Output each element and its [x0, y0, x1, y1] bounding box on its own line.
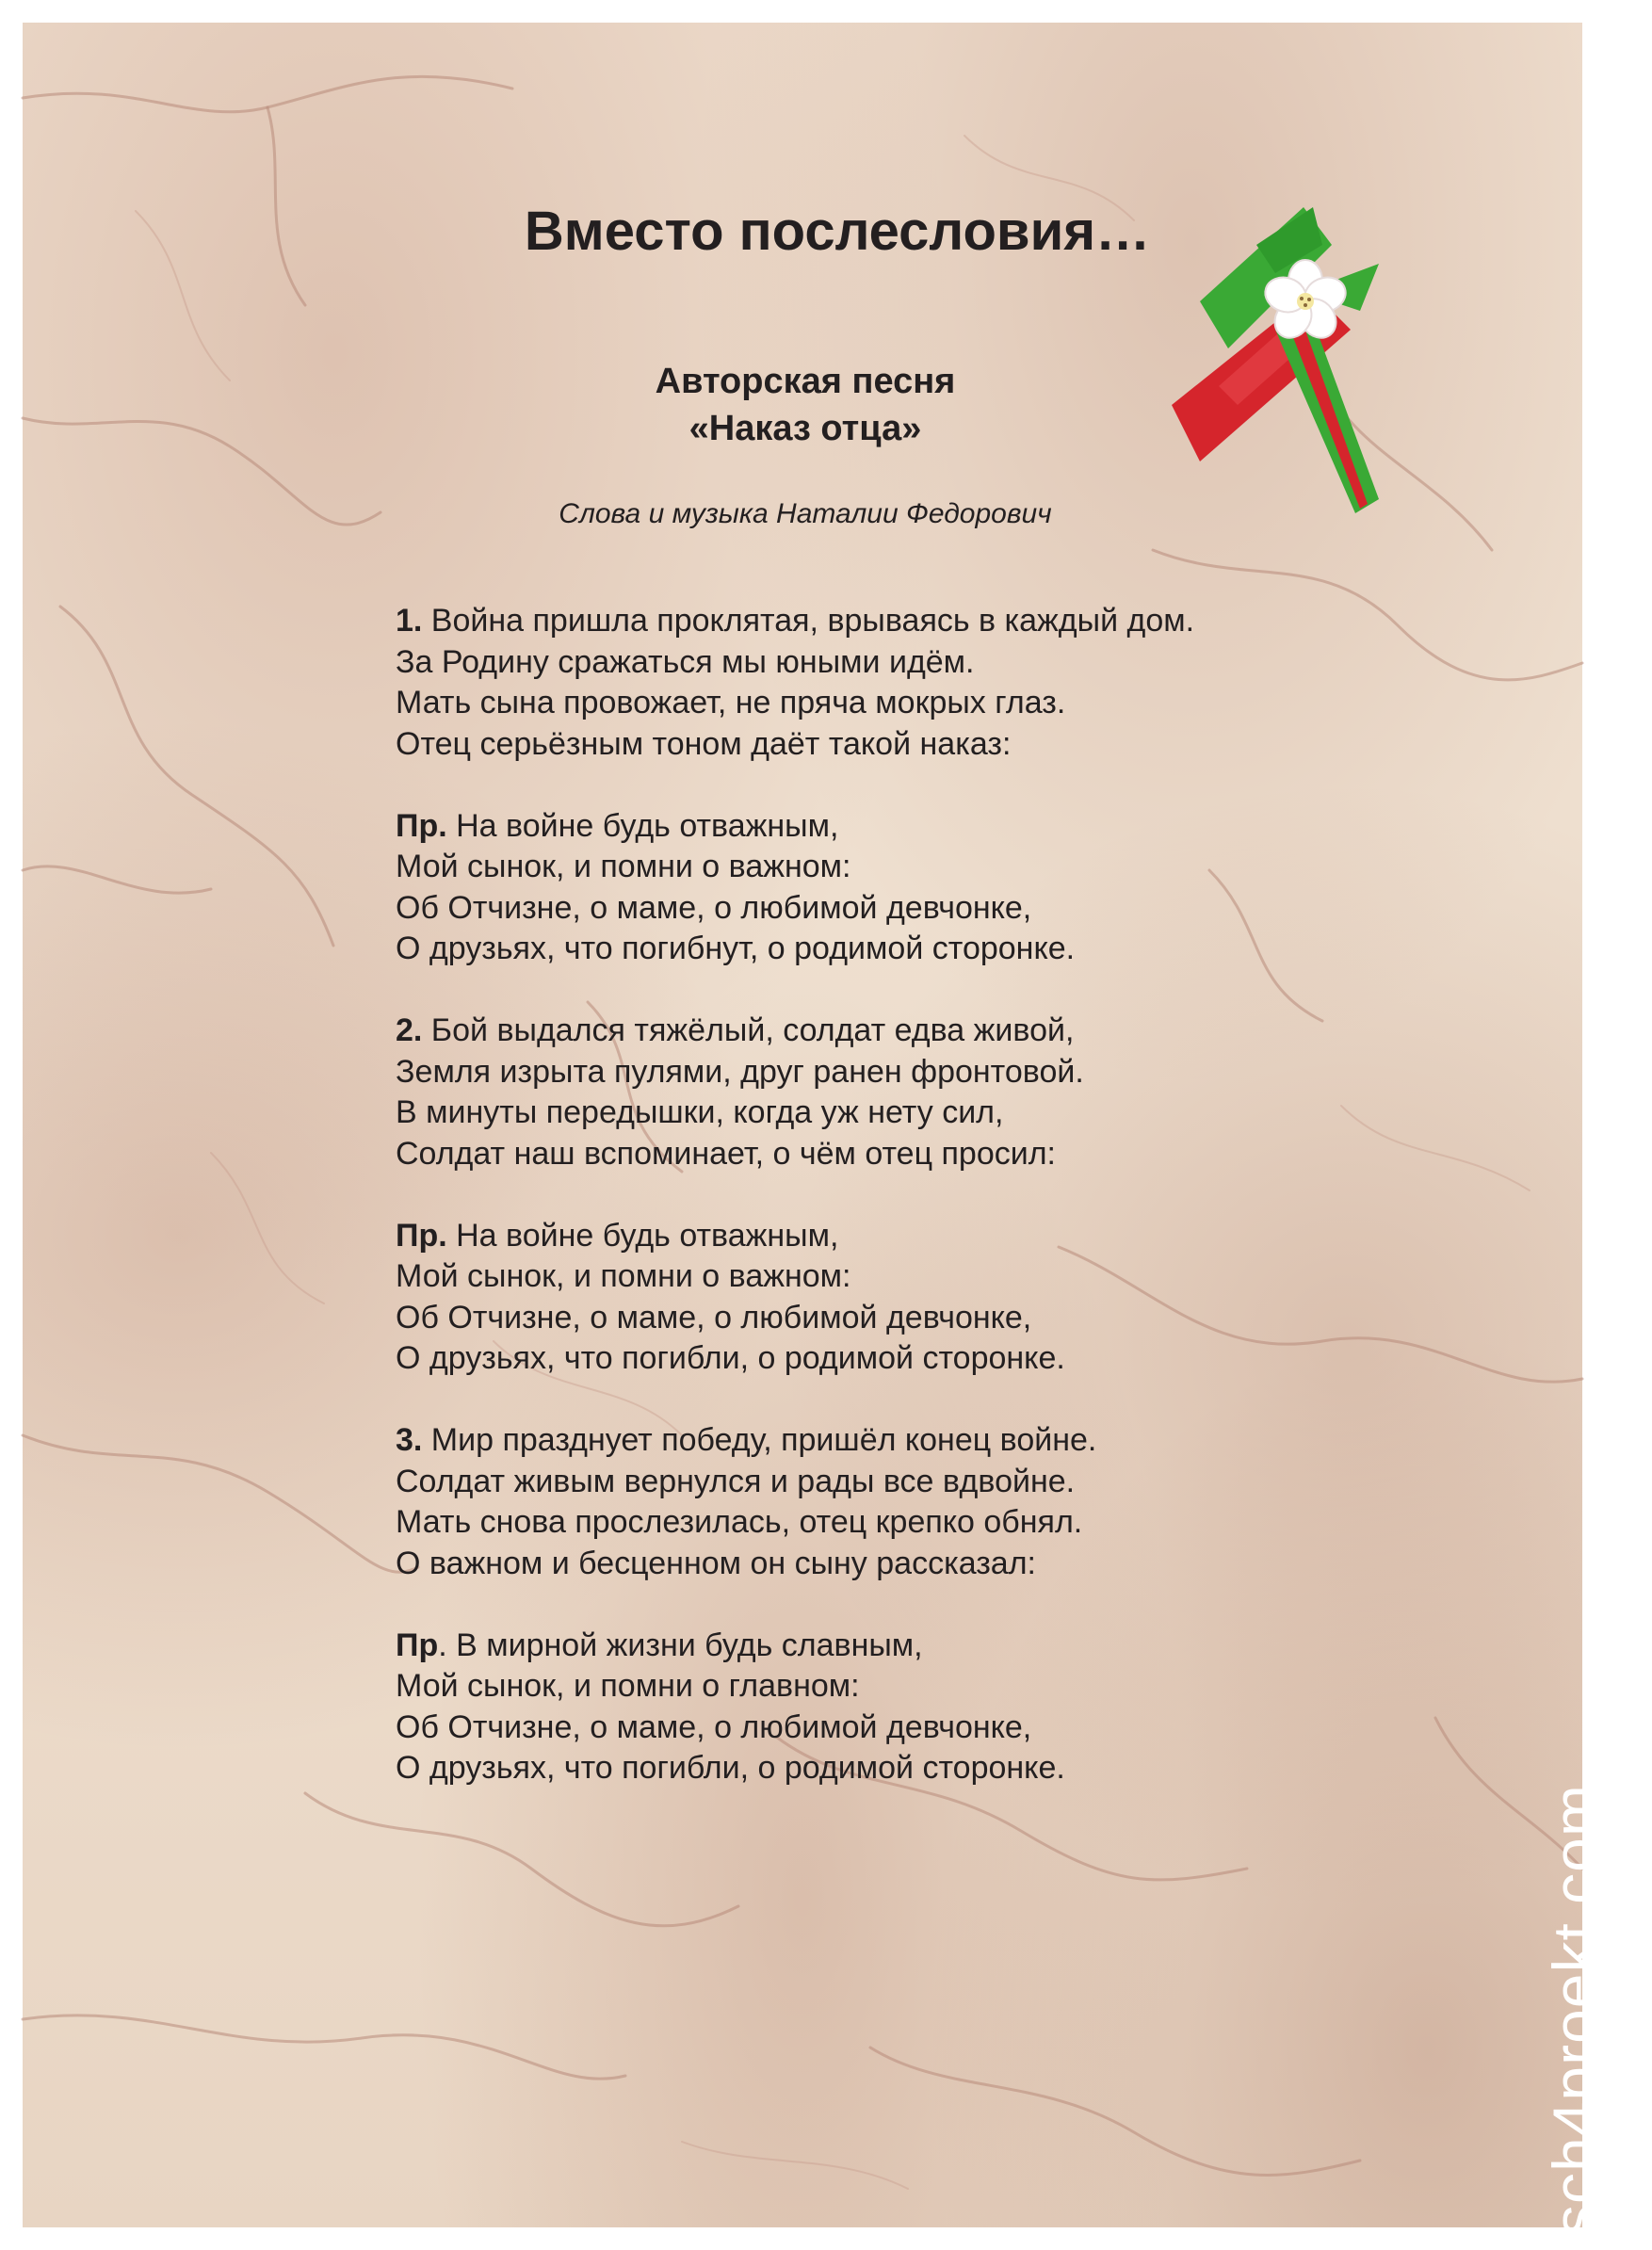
stanza-verse-3 [396, 1420, 1432, 1584]
lyric-text: . В мирной жизни будь славным, [438, 1627, 923, 1663]
lyric-text: На войне будь отважным, [446, 807, 839, 844]
song-title-line-1: Авторская песня [655, 362, 956, 401]
lyric-line: Солдат живым вернулся и рады все вдвойне. [396, 1463, 1076, 1499]
lyric-line: О друзьях, что погибнут, о родимой сторонке. [396, 931, 1076, 966]
lyric-line [396, 806, 1432, 848]
song-title-line-2: «Наказ отца» [688, 409, 922, 448]
lyric-line: За Родину сражаться мы юными идём. [396, 643, 975, 680]
lyric-line: В минуты передышки, когда уж нету сил, [396, 1094, 1004, 1130]
lyric-line: Мой сынок, и помни о главном: [396, 1668, 860, 1704]
lyric-line [396, 1420, 1432, 1462]
lyric-line: Мой сынок, и помни о важном: [396, 1258, 851, 1294]
lyric-text: Мир празднует победу, пришёл конец войне. [422, 1422, 1097, 1458]
lyric-line: Земля изрыта пулями, друг ранен фронтовой. [396, 1053, 1084, 1090]
song-lyrics [396, 601, 1432, 1830]
lyric-text: На войне будь отважным, [446, 1217, 839, 1254]
lyric-line: Мать снова прослезилась, отец крепко обнял. [396, 1504, 1083, 1540]
lyric-line: Об Отчизне, о маме, о любимой девчонке, [396, 1299, 1032, 1335]
lyric-text: Война пришла проклятая, врываясь в каждый дом. [422, 603, 1195, 639]
lyric-line [396, 1216, 1432, 1257]
stanza-verse-1 [396, 601, 1432, 765]
lyric-line [396, 1011, 1432, 1052]
lyric-line: О важном и бесценном он сыну рассказал: [396, 1545, 1036, 1581]
stanza-marker: Пр. [396, 807, 447, 844]
author-credit: Слова и музыка Наталии Федорович [559, 498, 1052, 529]
page [23, 23, 1610, 2236]
lyric-text: Бой выдался тяжёлый, солдат едва живой, [422, 1012, 1075, 1048]
lyric-line: Мой сынок, и помни о важном: [396, 849, 851, 884]
stanza-marker: 1. [396, 603, 423, 639]
lyric-line: Отец серьёзным тоном даёт такой наказ: [396, 725, 1012, 762]
lyric-line: Солдат наш вспоминает, о чём отец просил: [396, 1135, 1057, 1172]
stanza-verse-2 [396, 1011, 1432, 1174]
stanza-marker: Пр [396, 1627, 439, 1663]
lyric-line [396, 601, 1432, 642]
lyric-line: Мать сына провожает, не пряча мокрых глаз. [396, 685, 1066, 720]
stanza-chorus-3 [396, 1626, 1432, 1789]
stanza-chorus-1 [396, 806, 1432, 970]
stanza-marker: Пр. [396, 1217, 447, 1254]
lyric-line: О друзьях, что погибли, о родимой сторонке. [396, 1340, 1065, 1376]
page-title: Вместо послесловия… [524, 201, 1151, 262]
lyric-line: Об Отчизне, о маме, о любимой девчонке, [396, 889, 1032, 926]
stanza-marker: 2. [396, 1012, 423, 1048]
watermark: sch4proekt.com [1540, 1784, 1610, 2236]
lyric-line [396, 1626, 1432, 1667]
stanza-marker: 3. [396, 1422, 423, 1458]
ribbon-blossom-icon [1162, 188, 1388, 527]
stanza-chorus-2 [396, 1216, 1432, 1380]
lyric-line: Об Отчизне, о маме, о любимой девчонке, [396, 1708, 1032, 1745]
lyric-line: О друзьях, что погибли, о родимой сторонке. [396, 1750, 1065, 1786]
